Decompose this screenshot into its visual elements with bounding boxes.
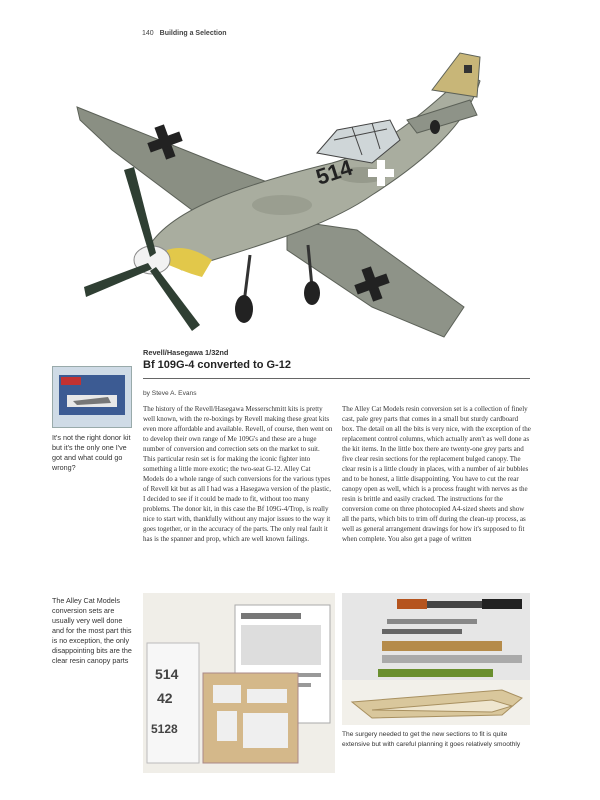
decal-42: 42 [157,690,173,706]
section-title: Building a Selection [159,30,227,37]
decal-5128: 5128 [151,722,178,736]
aircraft-model-photo [72,45,502,345]
body-column-2: The Alley Cat Models resin conversion set is a collection of finely cast, pale grey parts that comes in a small but sturdy cardboard box. The detail on all the bits is very nice, with the exception of the replacement control columns, which actually aren't as well done as the kit items. In the little box there are twenty-one grey parts and five clear resin sections for the replacement bulged canopy. The clear resin is a little cloudy in places, with a number of air bubbles and to be honest, a little disappointing. You have to cut the rear canopy open as well, which is a process fraught with nerves as the resin is brittle and easily cracked. The instructions for the conversion come on three photocopied A4-sized sheets and show all the parts, which bits to trim off during the clean-up process, as well as general arrangement drawings for how it's supposed to fit when complete. You also get a page of written [342,405,531,543]
conversion-set-photo [143,593,335,773]
caption-kit-box: It's not the right donor kit but it's the only one I've got and what could go wrong? [52,433,131,472]
article-kicker: Revell/Hasegawa 1/32nd [143,348,229,357]
body-column-1: The history of the Revell/Hasegawa Messerschmitt kits is pretty well known, with the re-boxings by Revell making these great kits even more affordable and available. Revell, of course, then went on to develop their own range of Me 109G's and these are a huge number of conversion and correction sets on the market to suit. This particular resin set is for making the iconic fighter into something a little more exotic; the two-seat G-12. Alley Cat Models do a whole range of such conversions for the various types of Revell kit but as all I had was a Hasegawa version of the plastic, I decided to see if it could be made to fit, without too many problems. The donor kit, in this case the Bf 109G-4/Trop, is really nice to start with, thankfully without any major issues to the way it goes together, or in the accuracy of the parts. The only real fault it has is the spanner and prop, which are well known failings. [143,405,333,543]
running-header [142,30,227,37]
kit-box-photo [52,366,132,428]
aircraft-code: 514 [312,154,356,190]
fuselage-parts-photo [342,680,530,735]
kit-box-illustration [53,367,131,427]
title-rule [143,378,530,379]
page-number: 140 [142,30,154,37]
caption-conversion-set: The Alley Cat Models conversion sets are usually very well done and for the most part this is no exception, the only disappointing bits are the clear resin canopy parts [52,596,132,665]
article-byline: by Steve A. Evans [143,390,197,397]
decal-514: 514 [155,666,179,682]
article-title: Bf 109G-4 converted to G-12 [143,359,291,371]
caption-surgery: The surgery needed to get the new sections to fit is quite extensive but with careful planning it goes relatively smoothly [342,731,521,748]
